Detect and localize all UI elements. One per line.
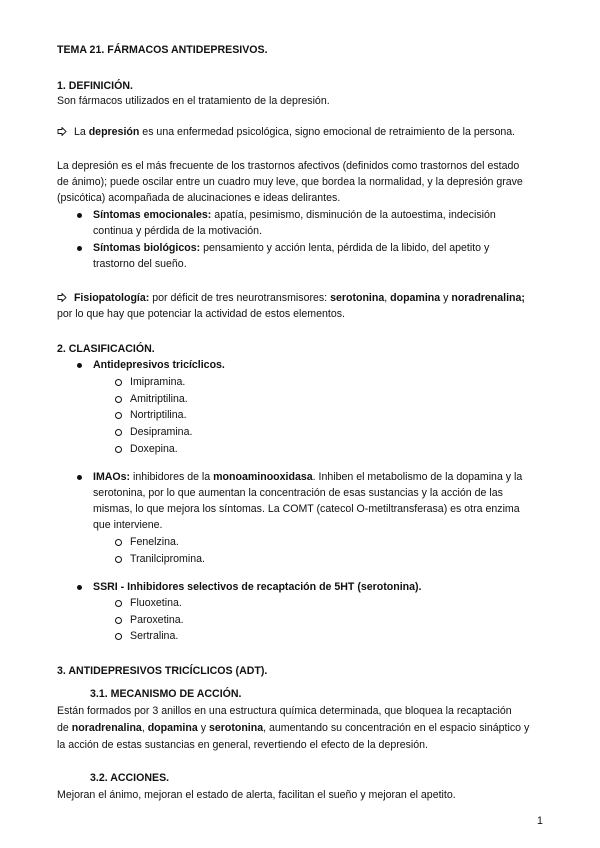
actions-text: Mejoran el ánimo, mejoran el estado de alerta, facilitan el sueño y mejoran el apetito. [57, 789, 456, 801]
document-title: TEMA 21. FÁRMACOS ANTIDEPRESIVOS. [57, 44, 268, 56]
drug-item: Tranilcipromina. [130, 553, 205, 565]
maois-text-line: mismas, lo que mejora los síntomas. La COMT (catecol O-metiltransferasa) es otra enzima [93, 503, 520, 515]
drug-item: Sertralina. [130, 630, 179, 642]
depression-note: La depresión es una enfermedad psicológica, signo emocional de retraimiento de la persona. [57, 126, 515, 139]
group-tricyclics: Antidepresivos tricíclicos. [93, 359, 225, 371]
arrow-right-icon [57, 292, 71, 305]
mechanism-line: Están formados por 3 anillos en una estructura química determinada, que bloquea la recaptación [57, 705, 512, 717]
symptom-emotional: Síntomas emocionales: apatía, pesimismo, disminución de la autoestima, indecisión [93, 209, 496, 221]
section-3-heading: 3. ANTIDEPRESIVOS TRICÍCLICOS (ADT). [57, 665, 268, 677]
mechanism-line: de noradrenalina, dopamina y serotonina, aumentando su concentración en el espacio sináptico y [57, 722, 530, 734]
drug-item: Doxepina. [130, 443, 178, 455]
drug-item: Fluoxetina. [130, 597, 182, 609]
drug-item: Paroxetina. [130, 614, 184, 626]
drug-item: Fenelzina. [130, 536, 179, 548]
symptom-biological: Síntomas biológicos: pensamiento y acción lenta, pérdida de la libido, del apetito y [93, 242, 490, 254]
section-2-heading: 2. CLASIFICACIÓN. [57, 343, 155, 355]
page-number: 1 [537, 815, 543, 827]
symptom-biological-cont: trastorno del sueño. [93, 258, 187, 270]
pathophysiology-cont: por lo que hay que potenciar la actividad de estos elementos. [57, 308, 345, 320]
group-ssri: SSRI - Inhibidores selectivos de recaptación de 5HT (serotonina). [93, 581, 422, 593]
maois-text-line: serotonina, por lo que aumentan la concentración de esas sustancias y la acción de las [93, 487, 503, 499]
section-1-heading: 1. DEFINICIÓN. [57, 80, 133, 92]
drug-item: Amitriptilina. [130, 393, 188, 405]
mechanism-line: la acción de estas sustancias en general, revertiendo el efecto de la depresión. [57, 739, 429, 751]
symptom-emotional-cont: continua y pérdida de la motivación. [93, 225, 263, 237]
subsection-3-2-heading: 3.2. ACCIONES. [90, 772, 170, 784]
drug-item: Imipramina. [130, 376, 186, 388]
paragraph-line: (psicótica) acompañada de alucinaciones e ideas delirantes. [57, 192, 341, 204]
definition-text: Son fármacos utilizados en el tratamiento de la depresión. [57, 95, 330, 107]
drug-item: Desipramina. [130, 426, 193, 438]
group-maois: IMAOs: inhibidores de la monoaminooxidasa. Inhiben el metabolismo de la dopamina y la [93, 471, 523, 483]
arrow-right-icon [57, 126, 71, 139]
drug-item: Nortriptilina. [130, 409, 187, 421]
pathophysiology-note: Fisiopatología: por déficit de tres neurotransmisores: serotonina, dopamina y noradrenalina; [57, 292, 525, 305]
maois-text-line: que interviene. [93, 519, 163, 531]
paragraph-line: La depresión es el más frecuente de los trastornos afectivos (definidos como trastornos del estado [57, 160, 520, 172]
paragraph-line: de ánimo); puede oscilar entre un cuadro muy leve, que bordea la normalidad, y la depresión grave [57, 176, 523, 188]
subsection-3-1-heading: 3.1. MECANISMO DE ACCIÓN. [90, 688, 242, 700]
